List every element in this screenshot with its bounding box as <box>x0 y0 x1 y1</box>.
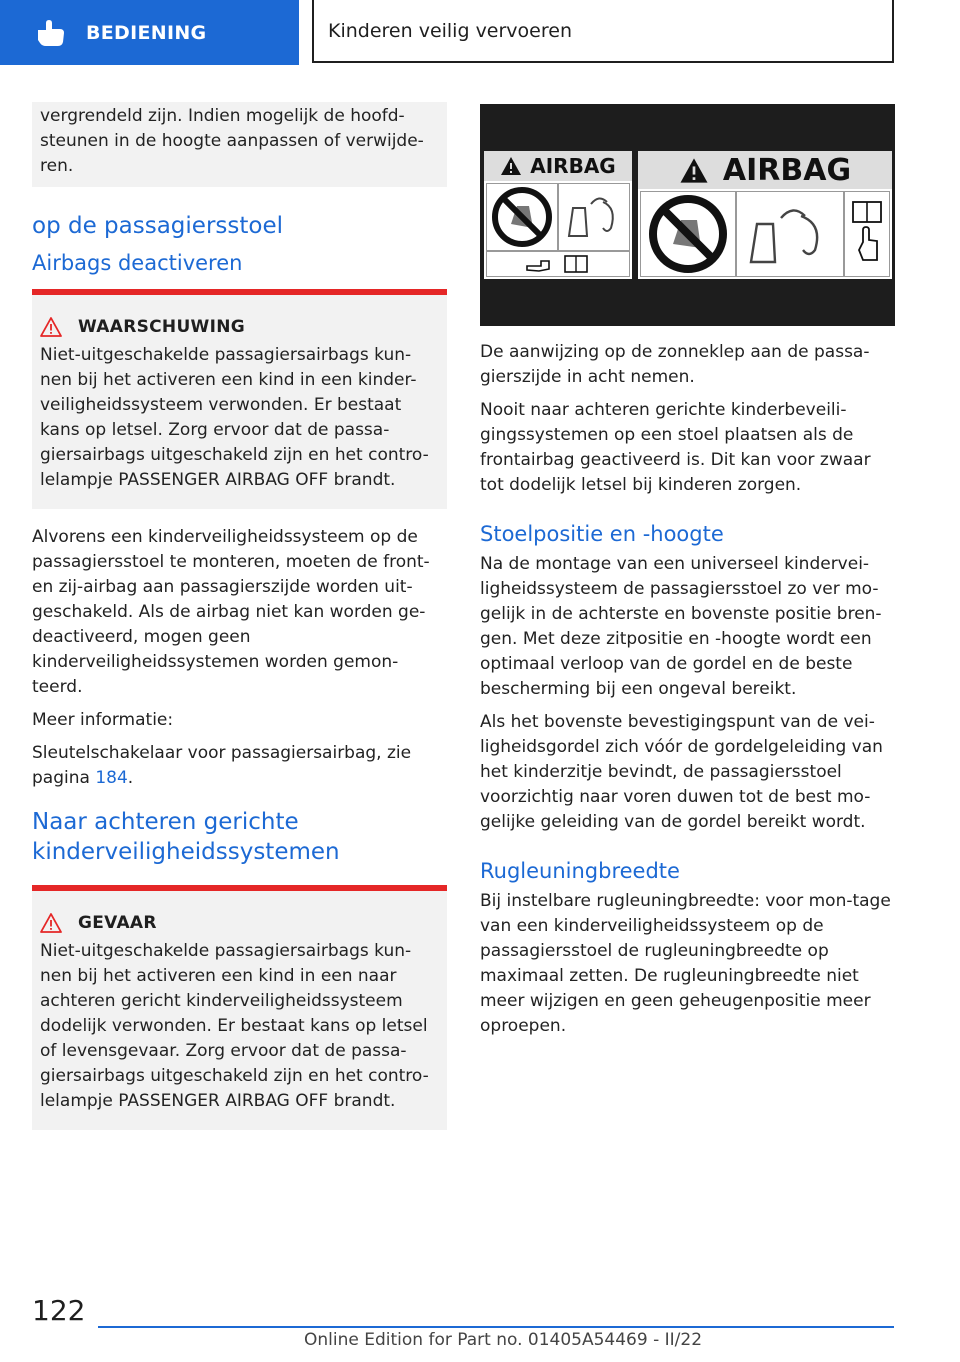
manual-reference-icon <box>486 251 630 277</box>
edition-note: Online Edition for Part no. 01405A54469 - II/22 <box>304 1330 703 1350</box>
header-section-tab <box>0 0 299 65</box>
reference-end: . <box>127 768 134 788</box>
airbag-label-small-header <box>484 151 632 181</box>
airbag-label-large-text: AIRBAG <box>722 152 852 188</box>
section-heading: op de passagiersstoel <box>32 213 283 239</box>
page-number: 122 <box>32 1294 86 1327</box>
subsection-heading: Airbags deactiveren <box>32 251 243 275</box>
more-info-label: Meer informatie: <box>32 710 174 730</box>
airbag-label-large <box>638 151 892 279</box>
airbag-deploy-icon <box>736 191 844 277</box>
continued-note <box>32 102 447 187</box>
body-paragraph: Alvorens een kinderveiligheidssysteem op de passagiersstoel te monteren, moeten de front- en zij-airbag aan passagierszijde worden uit-geschakeld. Als de airbag niet kan worden ge-deactiveerd, mogen geen kinderveiligheidssystemen worden gemon-teerd. <box>32 527 430 697</box>
warning-triangle-icon <box>40 317 62 337</box>
warning-title: WAARSCHUWING <box>78 317 246 337</box>
airbag-label-small-text: AIRBAG <box>530 154 616 178</box>
airbag-label-figure <box>480 104 895 326</box>
hand-pointer-icon <box>36 20 66 46</box>
left-column <box>32 102 447 1146</box>
danger-text: Niet-uitgeschakelde passagiersairbags kun-nen bij het activeren een kind in een naar achteren gericht kinderveiligheidssysteem dodelijk verwonden. Er bestaat kans op letsel of levensgevaar. Zorg ervoor dat de passa-giersairbags uitgeschakeld zijn en het contro-lelampje PASSENGER AIRBAG OFF brandt. <box>40 941 429 1111</box>
danger-title: GEVAAR <box>78 913 157 933</box>
body-paragraph: Nooit naar achteren gerichte kinderbeveili-gingssystemen op een stoel plaatsen als de frontairbag geactiveerd is. Dit kan voor zwaar tot dodelijk letsel bij kinderen zorgen. <box>480 400 871 495</box>
footer-divider <box>98 1326 894 1328</box>
airbag-label-large-header <box>638 151 892 189</box>
section-label: BEDIENING <box>86 21 207 44</box>
page-link[interactable]: 184 <box>95 768 128 788</box>
manual-reference-icon <box>844 191 890 277</box>
danger-box <box>32 885 447 1130</box>
continued-text: vergrendeld zijn. Indien mogelijk de hoofd-steunen in de hoogte aanpassen of verwijde-ren. <box>40 106 424 176</box>
warning-triangle-icon <box>500 156 522 176</box>
reference-paragraph <box>32 741 447 791</box>
warning-text: Niet-uitgeschakelde passagiersairbags kun-nen bij het activeren een kind in een kinder-veiligheidssysteem verwonden. Er bestaat kans op letsel. Zorg ervoor dat de passa-giersairbags uitgeschakeld zijn en het contro-lelampje PASSENGER AIRBAG OFF brandt. <box>40 345 429 490</box>
airbag-label-small <box>484 151 632 279</box>
body-paragraph: Bij instelbare rugleuningbreedte: voor mon-tage van een kinderveiligheidssysteem op de passagiersstoel de rugleuningbreedte op maximaal zetten. De rugleuningbreedte niet meer wijzigen en geen geheugenpositie meer oproepen. <box>480 891 891 1036</box>
airbag-deploy-icon <box>558 183 630 251</box>
body-paragraph: De aanwijzing op de zonneklep aan de passa-gierszijde in acht nemen. <box>480 342 870 387</box>
no-child-seat-icon <box>486 183 558 251</box>
chapter-title: Kinderen veilig vervoeren <box>312 0 894 63</box>
body-paragraph: Na de montage van een universeel kindervei-ligheidssysteem de passagiersstoel zo ver mo-gelijk in de achterste en bovenste positie bren-gen. Met deze zitpositie en -hoogte wordt een optimaal verloop van de gordel en de beste bescherming bij een ongeval bereikt. <box>480 554 882 699</box>
danger-triangle-icon <box>40 913 62 933</box>
subsection-heading-seat-position: Stoelpositie en -hoogte <box>480 522 724 546</box>
subsection-heading-backrest: Rugleuningbreedte <box>480 859 680 883</box>
body-paragraph: Als het bovenste bevestigingspunt van de vei-ligheidsgordel zich vóór de gordelgeleiding van het kinderzitje bevindt, de passagiersstoel voorzichtig naar voren duwen tot de best mo-gelijke geleiding van de gordel bereikt wordt. <box>480 712 883 832</box>
no-child-seat-icon <box>640 191 736 277</box>
right-column <box>480 104 895 1047</box>
warning-box <box>32 289 447 509</box>
section-heading-rear-facing: Naar achteren gerichte kinderveiligheidssystemen <box>32 809 340 865</box>
reference-text: Sleutelschakelaar voor passagiersairbag, zie pagina <box>32 743 412 788</box>
warning-triangle-icon <box>679 157 709 184</box>
